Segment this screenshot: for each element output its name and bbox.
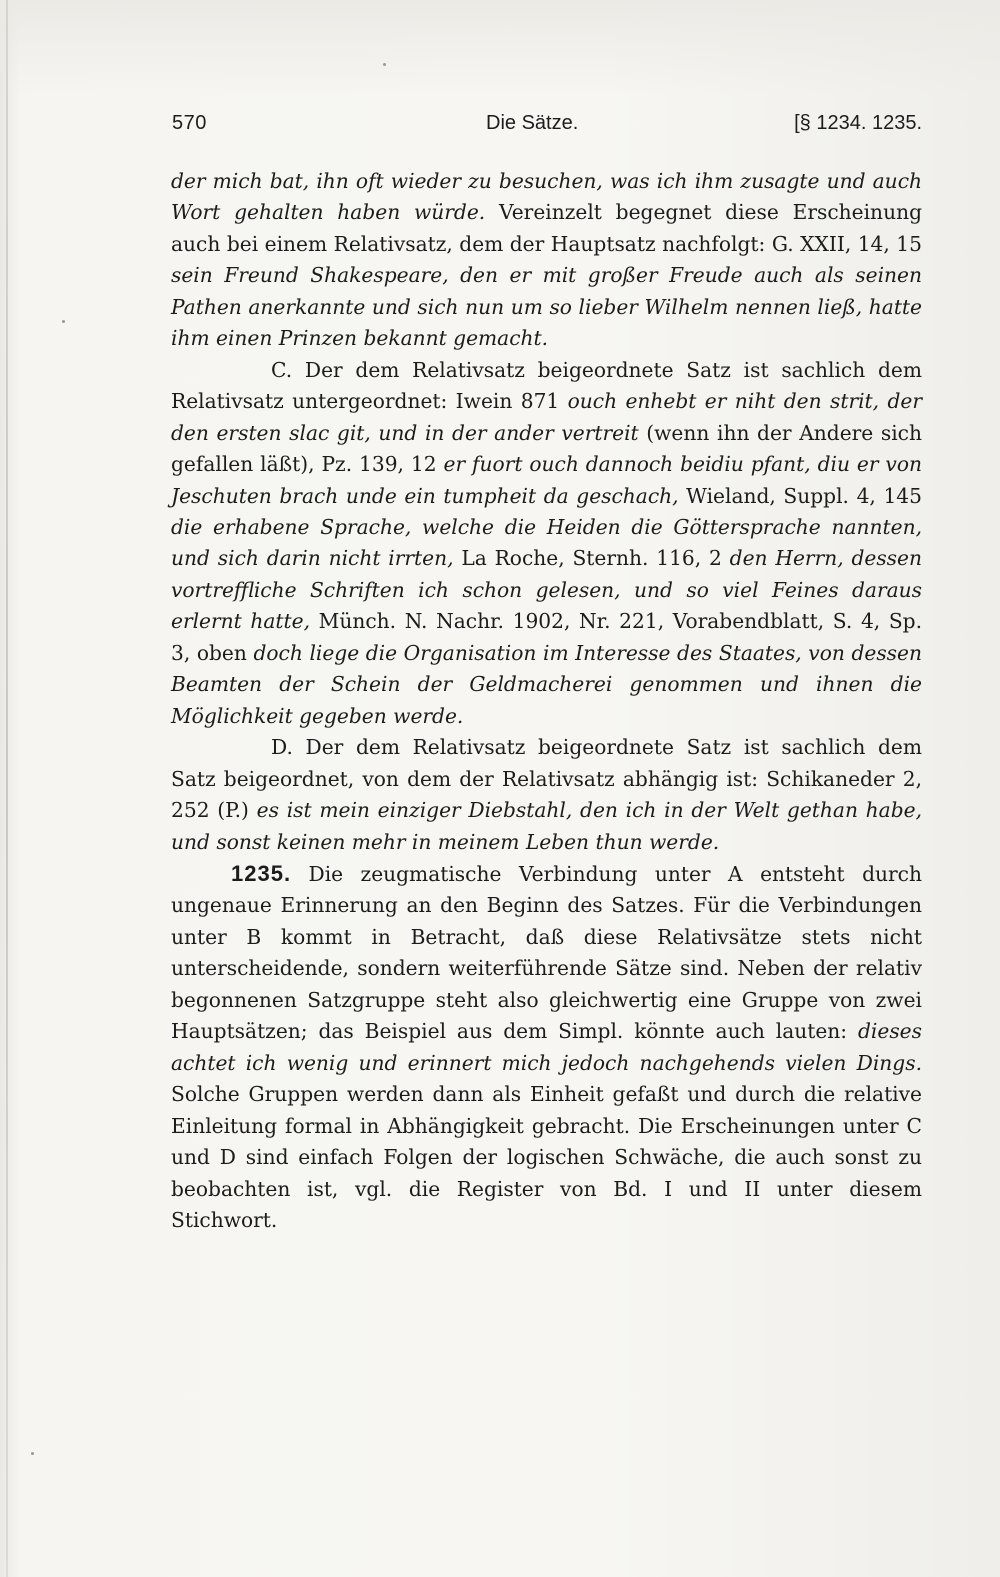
page-edge-shadow [6, 0, 8, 1577]
running-title: Die Sätze. [486, 112, 579, 134]
body-text [171, 166, 922, 1236]
text-run: der mich bat, ihn oft wieder zu besuchen, was ich ihm zusagte und auch Wort gehalten haben würde. [171, 169, 922, 225]
paragraph-c [171, 355, 922, 732]
paragraph-d [171, 732, 922, 858]
text-run: La Roche, Sternh. 116, 2 [453, 546, 730, 571]
page-number: 570 [172, 112, 207, 134]
text-run: Solche Gruppen werden dann als Einheit gefaßt und durch die relative Einleitung formal in Abhängigkeit gebracht. Die Erscheinungen unter C und D sind einfach Folgen der logischen Schwäche, die auch sonst zu beobachten ist, vgl. die Register von Bd. I und II unter diesem Stichwort. [171, 1082, 922, 1232]
text-run: Die zeugmatische Verbindung unter A entsteht durch ungenaue Erinnerung an den Beginn des Satzes. Für die Verbindungen unter B kommt in Betracht, daß diese Relativsätze stets nicht unterscheidende, sondern weiterführende Sätze sind. Neben der relativ begonnenen Satzgruppe steht also gleichwertig eine Gruppe von zwei Hauptsätzen; das Beispiel aus dem Simpl. könnte auch lauten: [171, 861, 922, 1044]
text-run: ouch enhebt er niht den strit, der den ersten slac git, und in der ander vertreit [171, 389, 922, 445]
scan-speck [62, 320, 65, 323]
paragraph-continuation [171, 166, 922, 355]
text-run: Wieland, Suppl. 4, 145 [678, 483, 922, 508]
scan-speck [31, 1452, 34, 1455]
text-run: (wenn ihn der Andere sich gefallen läßt), Pz. 139, 12 [171, 420, 922, 477]
text-run: Münch. N. Nachr. 1902, Nr. 221, Vorabendblatt, S. 4, Sp. 3, oben [171, 609, 923, 665]
scan-speck [383, 63, 386, 66]
text-run: C. Der dem Relativsatz beigeordnete Satz ist sachlich dem Relativsatz untergeordnet: Iwein 871 [171, 357, 922, 414]
text-run: sein Freund Shakespeare, den er mit großer Freude auch als seinen Pathen anerkannte und sich nun um so lieber Wilhelm nennen ließ, hatte ihm einen Prinzen bekannt gemacht. [171, 263, 922, 351]
running-header [172, 112, 922, 144]
text-run: Vereinzelt begegnet diese Erscheinung auch bei einem Relativsatz, dem der Hauptsatz nachfolgt: G. XXII, 14, 15 [171, 200, 922, 256]
text-run: D. Der dem Relativsatz beigeordnete Satz ist sachlich dem Satz beigeordnet, von dem der Relativsatz abhängig ist: Schikaneder 2, 252 (P.) [171, 735, 922, 823]
text-run: dieses achtet ich wenig und erinnert mich jedoch nachgehends vielen Dings. [171, 1019, 922, 1075]
text-run: doch liege die Organisation im Interesse des Staates, von dessen Beamten der Schein der Geldmacherei genommen und ihnen die Möglichkeit gegeben werde. [171, 640, 922, 728]
text-run: es ist mein einziger Diebstahl, den ich in der Welt gethan habe, und sonst keinen mehr in meinem Leben thun werde. [171, 798, 923, 854]
text-run: den Herrn, dessen vortreffliche Schriften ich schon gelesen, und so viel Feines daraus erlernt hatte, [171, 546, 922, 634]
section-reference: [§ 1234. 1235. [794, 112, 922, 134]
text-run: er fuort ouch dannoch beidiu pfant, diu er von Jeschuten brach unde ein tumpheit da geschach, [171, 452, 922, 508]
paragraph-1235 [171, 858, 922, 1236]
text-run: die erhabene Sprache, welche die Heiden die Göttersprache nannten, und sich darin nicht irrten, [171, 514, 922, 571]
section-number: 1235. [231, 860, 292, 886]
